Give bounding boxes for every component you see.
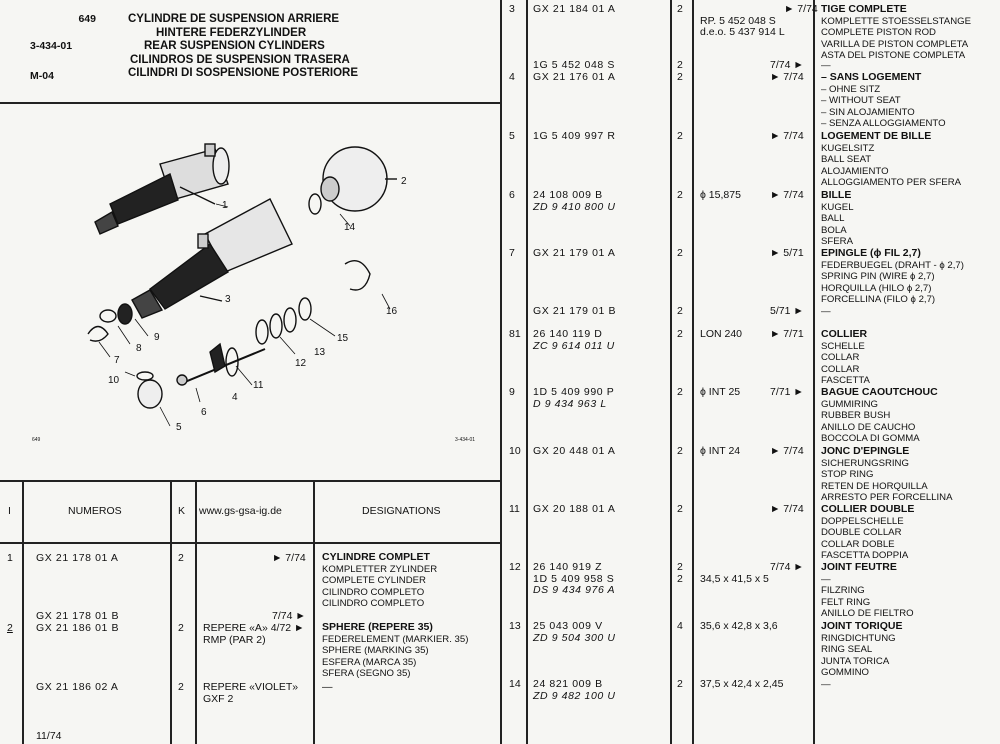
validity: ϕ INT 25 (700, 386, 741, 398)
part-number: 26 140 919 Z (533, 561, 603, 573)
part-number: ZD 9 410 800 U (533, 200, 616, 213)
part-number: GX 21 178 01 A (36, 552, 119, 564)
row-index: 3 (509, 3, 515, 15)
diagram-label-13: 13 (314, 347, 326, 358)
qty: 2 (677, 386, 683, 398)
designation-title: BAGUE CAOUTCHOUC (821, 386, 938, 398)
designation-line: FEDERBUEGEL (DRAHT - ϕ 2,7) (821, 259, 964, 271)
header-code: 649 (78, 13, 96, 25)
validity: ϕ 15,875 (700, 189, 741, 201)
qty: 2 (677, 130, 683, 142)
qty: 2 (677, 189, 683, 201)
part-number: 1G 5 409 997 R (533, 130, 616, 142)
exploded-diagram (0, 104, 500, 474)
designation-title: JONC D'EPINGLE (821, 445, 910, 457)
part-number: GX 20 188 01 A (533, 503, 616, 515)
part-number: GX 21 178 01 B (36, 610, 120, 622)
part-number: ZD 9 504 300 U (533, 631, 616, 644)
designation-title: BILLE (821, 189, 852, 201)
col-header-designations: DESIGNATIONS (362, 505, 441, 517)
validity: ► 7/74 (770, 445, 804, 457)
designation-title: TIGE COMPLETE (821, 3, 907, 15)
qty: 2 (677, 328, 683, 340)
designation-line: COLLAR (821, 352, 860, 364)
validity: 34,5 x 41,5 x 5 (700, 572, 769, 585)
designation-line: RING SEAL (821, 644, 873, 656)
title-fr: CYLINDRE DE SUSPENSION ARRIERE (128, 13, 340, 25)
designation-line: RINGDICHTUNG (821, 632, 896, 644)
designation-line: KUGEL (821, 201, 854, 213)
designation-line: ALLOGGIAMENTO PER SFERA (821, 177, 962, 189)
designation-line: COMPLETE PISTON ROD (821, 27, 936, 39)
part-number: ZC 9 614 011 U (533, 339, 615, 352)
validity: LON 240 (700, 328, 743, 340)
validity: d.e.o. 5 437 914 L (700, 26, 785, 39)
left-table-top (0, 480, 502, 482)
row-index: 9 (509, 386, 515, 398)
diagram-label-6: 6 (201, 407, 207, 418)
part-ring-14 (309, 194, 321, 214)
diagram-label-14: 14 (344, 222, 356, 233)
designation-line: GOMMINO (821, 667, 869, 679)
part-number: D 9 434 963 L (533, 397, 607, 410)
qty: 2 (677, 3, 683, 15)
part-cylinder-lower (132, 199, 292, 318)
designation-line: COLLAR (821, 363, 860, 375)
validity-note: RMP (PAR 2) (203, 634, 266, 646)
part-number: ZD 9 482 100 U (533, 689, 616, 702)
validity: REPERE «VIOLET» (203, 681, 299, 693)
qty: 2 (178, 681, 184, 693)
designation-line: – SENZA ALLOGGIAMENTO (821, 118, 946, 130)
part-number: 26 140 119 D (533, 328, 603, 340)
designation-line: HORQUILLA (HILO ϕ 2,7) (821, 282, 932, 294)
validity: ϕ INT 24 (700, 445, 741, 457)
diagram-label-1: 1 (222, 200, 228, 211)
designation-title: JOINT TORIQUE (821, 620, 903, 632)
row-index: 2 (7, 622, 13, 634)
part-number: DS 9 434 976 A (533, 584, 616, 597)
qty: 4 (677, 620, 683, 632)
designation-line: ASTA DEL PISTONE COMPLETA (821, 50, 966, 62)
part-number: GX 21 186 02 A (36, 681, 119, 693)
title-en: REAR SUSPENSION CYLINDERS (144, 40, 325, 52)
validity: ► 7/74 (770, 189, 804, 201)
col-header-site: www.gs-gsa-ig.de (199, 505, 282, 517)
row-index: 7 (509, 247, 515, 259)
diagram-label-10: 10 (108, 375, 120, 386)
designation-line: FASCETTA (821, 375, 870, 387)
validity: 5/71 ► (770, 305, 804, 317)
designation-line: ALOJAMIENTO (821, 165, 889, 177)
validity: 7/74 ► (770, 561, 804, 573)
designation-title: LOGEMENT DE BILLE (821, 130, 932, 142)
designation-line: VARILLA DE PISTON COMPLETA (821, 38, 969, 50)
designation-line: BALL SEAT (821, 154, 872, 166)
designation-line: – WITHOUT SEAT (821, 95, 901, 107)
designation-title: – SANS LOGEMENT (821, 71, 922, 83)
part-number: GX 21 186 01 B (36, 622, 120, 634)
part-number: GX 20 448 01 A (533, 445, 616, 457)
qty: 2 (677, 561, 683, 573)
footer-date: 11/74 (36, 730, 62, 742)
row-index: 14 (509, 678, 521, 690)
part-number: 1D 5 409 990 P (533, 386, 615, 398)
designation-line: STOP RING (821, 469, 874, 481)
validity: 7/74 ► (770, 59, 804, 71)
header-code-ref: 3-434-01 (30, 40, 73, 52)
designation-line: GUMMIRING (821, 398, 879, 410)
designation-line: — (821, 573, 831, 585)
diagram-label-4: 4 (232, 392, 238, 403)
col-header-numeros: NUMEROS (68, 505, 122, 517)
title-de: HINTERE FEDERZYLINDER (156, 26, 307, 39)
designation-title: JOINT FEUTRE (821, 561, 897, 573)
validity: ► 7/74 (770, 130, 804, 142)
designation-line: KUGELSITZ (821, 142, 875, 154)
designation-line: – SIN ALOJAMIENTO (821, 106, 915, 118)
validity: ► 7/74 (784, 3, 818, 15)
validity-note: GXF 2 (203, 693, 234, 705)
diagram-label-15: 15 (337, 333, 349, 344)
designation-line: DOUBLE COLLAR (821, 527, 902, 539)
row-index: 81 (509, 328, 521, 340)
part-number: 24 108 009 B (533, 189, 603, 201)
validity: ► 5/71 (770, 247, 804, 259)
designation-line: – OHNE SITZ (821, 83, 881, 95)
part-number: 1D 5 409 958 S (533, 572, 615, 585)
col-header-index: I (8, 505, 11, 517)
designation-line: ANILLO DE CAUCHO (821, 421, 916, 433)
qty: 2 (677, 59, 683, 71)
col-header-k: K (178, 505, 186, 517)
row-index: 10 (509, 445, 521, 457)
diagram-corner-right: 3-434-01 (455, 437, 476, 443)
validity: REPERE «A» 4/72 ► (203, 622, 305, 634)
designation-line: FELT RING (821, 596, 871, 608)
part-number: 24 821 009 B (533, 678, 603, 690)
designation-line: — (821, 306, 831, 317)
row-index: 11 (509, 503, 520, 515)
header-titles (128, 13, 368, 81)
part-sphere (321, 147, 397, 211)
qty: 2 (677, 445, 683, 457)
row-index: 4 (509, 71, 515, 83)
validity: 35,6 x 42,8 x 3,6 (700, 620, 778, 632)
part-collar-16 (345, 261, 370, 290)
part-spring-pin (88, 327, 108, 342)
designation-line: SICHERUNGSRING (821, 457, 909, 469)
part-ring-15 (299, 298, 311, 320)
designation-line: KOMPLETTE STOESSELSTANGE (821, 15, 971, 27)
row-index: 13 (509, 620, 521, 632)
part-number: 25 043 009 V (533, 620, 603, 632)
part-number: GX 21 179 01 A (533, 247, 616, 259)
designation-line: BOLA (821, 224, 847, 236)
designation-line: SPRING PIN (WIRE ϕ 2,7) (821, 271, 935, 283)
diagram-label-12: 12 (295, 358, 307, 369)
designation-line: — (821, 679, 831, 690)
qty: 2 (677, 503, 683, 515)
validity: ► 7/74 (272, 552, 306, 564)
designation-line: ARRESTO PER FORCELLINA (821, 492, 953, 504)
designation-line: BOCCOLA DI GOMMA (821, 433, 920, 445)
part-number: 1G 5 452 048 S (533, 59, 615, 71)
diagram-label-11: 11 (253, 380, 264, 391)
validity: ► 7/71 (770, 328, 804, 340)
designation: — (322, 681, 333, 693)
validity: RP. 5 452 048 S (700, 14, 776, 27)
designation-line: FILZRING (821, 585, 865, 597)
diagram-label-8: 8 (136, 343, 142, 354)
part-ball-seat (138, 380, 162, 408)
part-ring-13b (284, 308, 296, 332)
part-stop-ring (137, 372, 153, 380)
qty: 2 (178, 552, 184, 564)
header-codes (36, 13, 96, 27)
diagram-label-7: 7 (114, 355, 120, 366)
title-it: CILINDRI DI SOSPENSIONE POSTERIORE (128, 67, 359, 79)
part-number: GX 21 184 01 A (533, 3, 616, 15)
left-table-header-bottom (0, 542, 502, 544)
title-es: CILINDROS DE SUSPENSION TRASERA (130, 53, 350, 66)
diagram-label-2: 2 (401, 176, 407, 187)
part-cylinder-upper (95, 144, 229, 234)
designation-line: SFERA (821, 236, 853, 248)
row-index: 1 (7, 552, 13, 564)
qty: 2 (178, 622, 184, 634)
header-code-m: M-04 (30, 70, 54, 82)
qty: 2 (677, 247, 683, 259)
designation-line: — (821, 60, 831, 71)
validity: 37,5 x 42,4 x 2,45 (700, 678, 784, 690)
part-number: GX 21 179 01 B (533, 305, 617, 317)
qty: 2 (677, 305, 683, 317)
diagram-label-9: 9 (154, 332, 160, 343)
qty: 2 (677, 71, 683, 83)
diagram-corner-left: 649 (32, 437, 41, 443)
designation-line: FASCETTA DOPPIA (821, 550, 909, 562)
validity: ► 7/74 (770, 503, 804, 515)
designation: CYLINDRE COMPLET KOMPLETTER ZYLINDER COMPLETE CYLINDER CILINDRO COMPLETO CILINDRO COMPLETO (322, 551, 438, 610)
designation-line: COLLAR DOBLE (821, 538, 895, 550)
row-index: 6 (509, 189, 515, 201)
row-index: 12 (509, 561, 521, 573)
designation-line: SCHELLE (821, 340, 865, 352)
diagram-label-5: 5 (176, 422, 182, 433)
designation-line: RETEN DE HORQUILLA (821, 480, 928, 492)
diagram-label-16: 16 (386, 306, 398, 317)
validity: 7/74 ► (272, 610, 306, 622)
qty: 2 (677, 572, 683, 585)
designation-line: RUBBER BUSH (821, 410, 891, 422)
designation-line: JUNTA TORICA (821, 655, 890, 667)
designation: SPHERE (REPERE 35) FEDERELEMENT (MARKIER. 35) SPHERE (MARKING 35) ESFERA (MARCA 35) SFERA (SEGNO 35) (322, 621, 469, 680)
part-ball (177, 375, 187, 385)
qty: 2 (677, 678, 683, 690)
part-rubber-bush (118, 304, 132, 324)
part-ring-13a (270, 314, 282, 338)
validity: 7/71 ► (770, 386, 804, 398)
part-ring-12 (256, 320, 268, 344)
part-number: GX 21 176 01 A (533, 71, 616, 83)
designation-line: ANILLO DE FIELTRO (821, 608, 914, 620)
designation-line: DOPPELSCHELLE (821, 515, 904, 527)
designation-line: FORCELLINA (FILO ϕ 2,7) (821, 294, 936, 306)
part-collar-8 (100, 310, 116, 322)
designation-title: COLLIER (821, 328, 868, 340)
validity: ► 7/74 (770, 71, 804, 83)
diagram-label-3: 3 (225, 294, 231, 305)
row-index: 5 (509, 130, 515, 142)
designation-line: BALL (821, 213, 845, 225)
designation-title: EPINGLE (ϕ FIL 2,7) (821, 247, 921, 259)
designation-title: COLLIER DOUBLE (821, 503, 915, 515)
